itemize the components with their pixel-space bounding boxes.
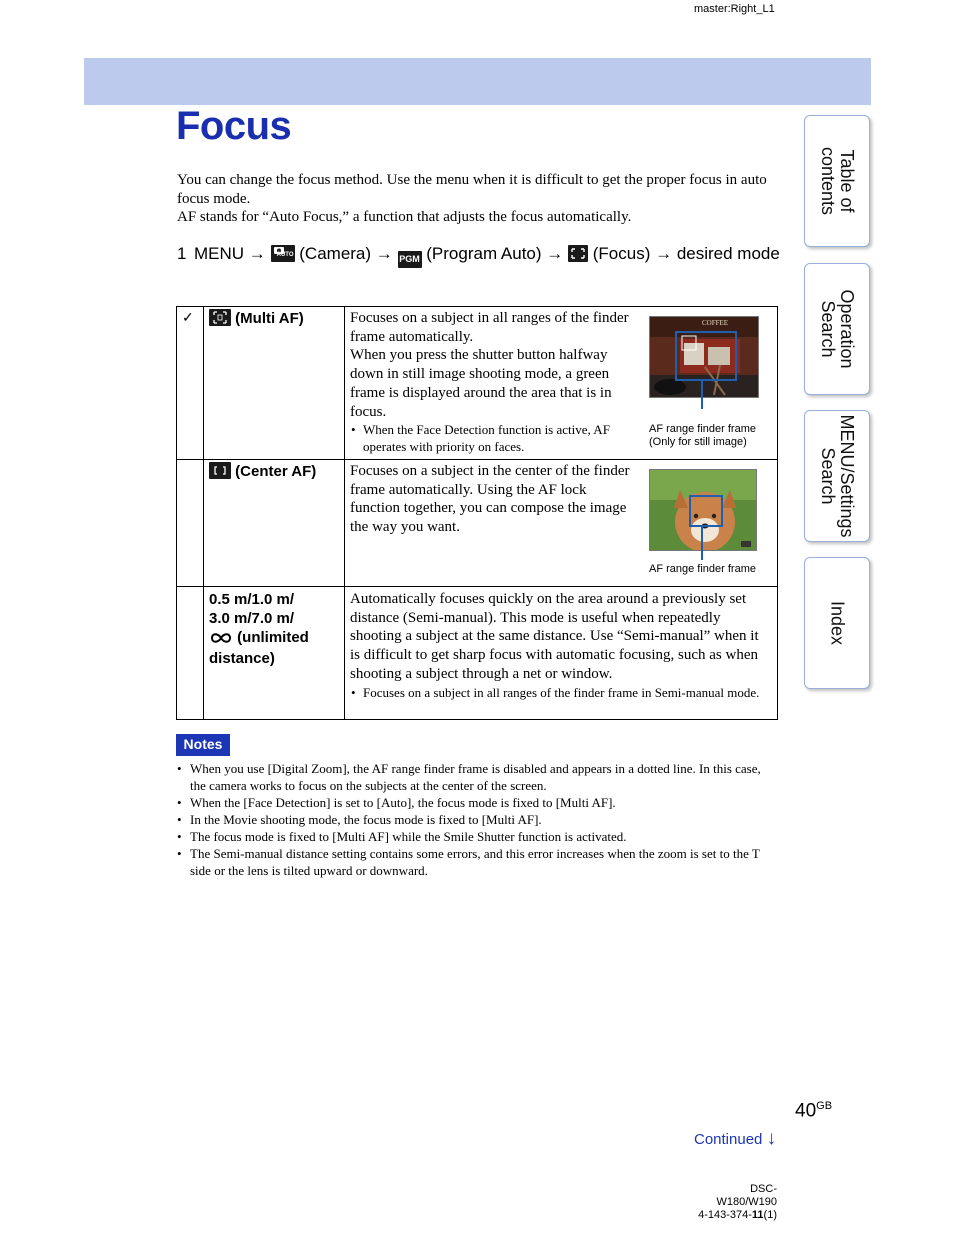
description-text: Automatically focuses quickly on the area around a previously set distance (Semi-manual). This mode is useful when repeatedly shooting a subject at the same distance. Use “Semi-manual” when it is difficult to get sharp focus with automatic focusing, such as when shooting a subject through a net or window. — [350, 591, 759, 682]
page-number-suffix: GB — [816, 1100, 833, 1112]
center-af-icon — [209, 462, 231, 479]
description-text: Focuses on a subject in all ranges of the finder frame automatically. — [350, 310, 629, 345]
header-band — [84, 58, 871, 105]
note-item: • The focus mode is fixed to [Multi AF] while the Smile Shutter function is activated. — [177, 828, 777, 845]
infinity-icon — [209, 630, 233, 649]
table-row — [177, 587, 778, 720]
arrow-icon: → — [248, 244, 266, 263]
default-cell — [177, 307, 204, 460]
page-title: Focus — [176, 104, 292, 148]
mode-label: (Center AF) — [235, 463, 317, 480]
description-cell — [345, 307, 778, 460]
intro-paragraph: AF stands for “Auto Focus,” a function that adjusts the focus automatically. — [177, 209, 632, 225]
description-bullet: • When the Face Detection function is active, AF operates with priority on faces. — [350, 421, 630, 455]
tab-label: Table of contents — [818, 146, 857, 216]
focus-icon — [568, 245, 588, 262]
table-row — [177, 307, 778, 460]
mode-label: distance) — [209, 650, 275, 667]
model-info — [690, 1183, 777, 1222]
note-item: • When the [Face Detection] is set to [Auto], the focus mode is fixed to [Multi AF]. — [177, 794, 777, 811]
default-cell — [177, 460, 204, 587]
tab-table-of-contents[interactable] — [804, 115, 870, 247]
description-cell — [345, 460, 778, 587]
program-label: (Program Auto) — [426, 244, 542, 263]
caption-text: AF range finder frame (Only for still image) — [649, 423, 756, 448]
page-number — [795, 1100, 832, 1122]
mode-cell — [204, 587, 345, 720]
mode-label: 0.5 m/1.0 m/ — [209, 591, 295, 608]
tab-label: MENU/Settings Search — [818, 414, 857, 538]
intro-paragraph: You can change the focus method. Use the menu when it is difficult to get the proper focus in auto focus mode. — [177, 172, 767, 207]
default-check-icon: ✓ — [182, 309, 194, 325]
tab-label: Index — [827, 600, 848, 646]
table-row — [177, 460, 778, 587]
caption-text: AF range finder frame — [649, 563, 756, 575]
description-text: When you press the shutter button halfway down in still image shooting mode, a green frame is displayed around the area that is in focus. — [350, 347, 612, 420]
desired-mode-label: desired mode — [676, 244, 780, 263]
mode-label: (Multi AF) — [235, 310, 304, 327]
auto-text: AUTO — [276, 252, 294, 258]
description-cell — [345, 587, 778, 720]
description-bullet: • Focuses on a subject in all ranges of the finder frame in Semi-manual mode. — [350, 684, 772, 701]
default-cell — [177, 587, 204, 720]
image-caption — [649, 410, 779, 449]
program-auto-icon: PGM — [398, 251, 422, 268]
callout-line — [701, 379, 703, 409]
tab-operation-search[interactable] — [804, 263, 870, 395]
note-item: • The Semi-manual distance setting contains some errors, and this error increases when the zoom is set to the T side or the lens is tilted upward or downward. — [177, 845, 777, 879]
coffee-sign-text: COFFEE — [702, 319, 729, 327]
callout-line — [701, 526, 703, 560]
step-instruction — [177, 242, 782, 268]
focus-mode-table — [176, 306, 778, 720]
arrow-down-icon: ↓ — [766, 1128, 777, 1149]
menu-label: MENU — [194, 244, 245, 263]
model-name: DSC-W180/W190 — [716, 1183, 777, 1208]
camera-auto-icon — [271, 245, 295, 262]
notes-list — [177, 760, 777, 879]
mode-label: (unlimited — [237, 629, 309, 646]
tab-label: Operation Search — [818, 289, 857, 369]
note-item: • In the Movie shooting mode, the focus mode is fixed to [Multi AF]. — [177, 811, 777, 828]
multi-af-icon — [209, 309, 231, 326]
arrow-icon: → — [375, 244, 393, 263]
page-number-value: 40 — [795, 1100, 817, 1122]
master-label: master:Right_L1 — [694, 3, 775, 15]
intro-text — [177, 171, 772, 227]
tab-index[interactable] — [804, 557, 870, 689]
camera-label: (Camera) — [299, 244, 372, 263]
continued-link[interactable] — [694, 1128, 776, 1150]
multi-af-example-image — [649, 316, 759, 398]
mode-cell — [204, 307, 345, 460]
focus-label: (Focus) — [592, 244, 651, 263]
center-af-example-image — [649, 469, 757, 551]
description-text: Focuses on a subject in the center of the finder frame automatically. Using the AF lock function together, you can compose the image the way you want. — [350, 463, 630, 536]
note-item: • When you use [Digital Zoom], the AF range finder frame is disabled and appears in a dotted line. In this case, the camera works to focus on the subjects at the center of the screen. — [177, 760, 777, 794]
step-number: 1 — [177, 244, 187, 263]
mode-cell — [204, 460, 345, 587]
arrow-icon: → — [655, 244, 673, 263]
continued-label: Continued — [694, 1131, 763, 1148]
image-caption — [649, 563, 779, 576]
part-number: 4-143-374-11(1) — [698, 1209, 777, 1221]
tab-menu-settings-search[interactable] — [804, 410, 870, 542]
notes-label: Notes — [176, 734, 230, 756]
mode-label: 3.0 m/7.0 m/ — [209, 610, 295, 627]
arrow-icon: → — [546, 244, 564, 263]
